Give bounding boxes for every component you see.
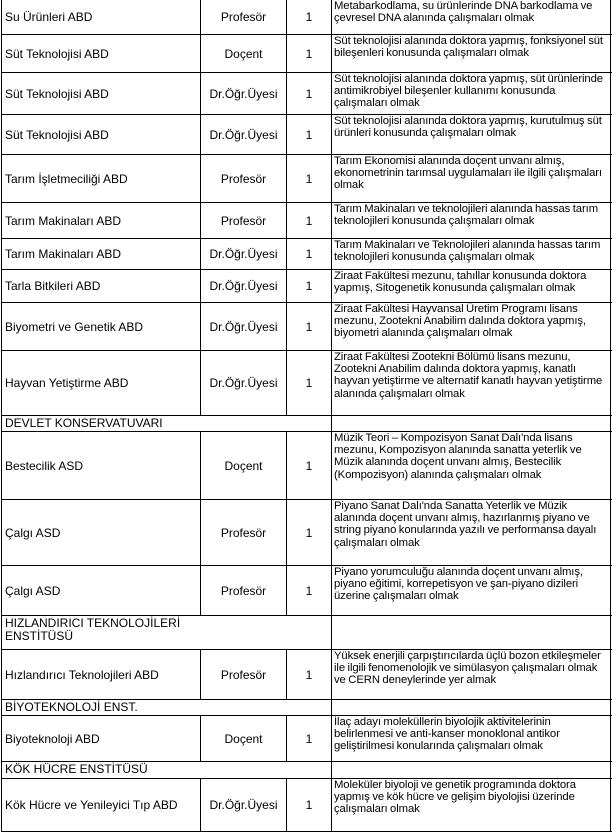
requirement-line: teknolojileri konusunda çalışmaları olmak (334, 251, 535, 264)
position-count: 1 (305, 127, 313, 142)
requirement-description (331, 155, 611, 202)
position-count-cell (286, 716, 331, 761)
empty-description-cell (331, 616, 611, 649)
requirement-line: yapmış ve kök hücre ve gelişim biyolojisi üzerinde (334, 791, 575, 804)
department-cell (1, 35, 200, 72)
position-count-cell (286, 500, 331, 565)
requirement-description (331, 270, 611, 302)
department-cell (1, 500, 200, 565)
requirement-description (331, 716, 611, 761)
requirement-line: mezunu, Zootekni Anabilim dalında doktora yapmış, (334, 315, 586, 328)
requirement-line: ve CERN deneylerinde yer almak (334, 674, 497, 687)
requirement-line: Tarım Makinaları ve teknolojileri alanında hassas tarım (334, 203, 598, 215)
section-title (2, 762, 331, 776)
requirement-line: Ziraat Fakültesi mezunu, tahıllar konusunda doktora (334, 270, 587, 282)
position-count: 1 (305, 458, 313, 473)
academic-title: Profesör (220, 583, 267, 598)
department-name: Süt Teknolojisi ABD (5, 46, 109, 61)
requirement-line: mezunu, Kompozisyon alanında sanatta yeterlik ve (334, 444, 582, 457)
department-name: Çalgı ASD (5, 525, 61, 540)
section-title-cell (1, 616, 331, 649)
academic-title: Dr.Öğr.Üyesi (209, 127, 278, 142)
requirement-line: ürünleri konusunda çalışmaları olmak (334, 127, 517, 140)
position-count-cell (286, 115, 331, 154)
table-row (0, 73, 612, 114)
academic-title: Dr.Öğr.Üyesi (209, 86, 278, 101)
requirement-line: antimikrobiyel bileşenler kullanımı konusunda (334, 85, 556, 98)
table-row (0, 239, 612, 269)
academic-title: Profesör (220, 10, 267, 24)
academic-title-cell (200, 270, 286, 302)
table-row (0, 566, 612, 615)
position-count: 1 (305, 247, 313, 261)
department-cell (1, 432, 200, 499)
position-count: 1 (305, 525, 313, 540)
department-name: Biyometri ve Genetik ABD (5, 319, 144, 334)
department-name: Hızlandırıcı Teknolojileri ABD (5, 667, 159, 682)
requirement-line: Piyano yorumculuğu alanında doçent unvanı almış, (334, 566, 583, 578)
position-count-cell (286, 35, 331, 72)
requirement-line: biyometri alanında çalışmaları olmak (334, 327, 513, 340)
academic-title-cell (200, 0, 286, 34)
requirement-line: çalışmaları olmak (334, 97, 420, 110)
requirement-line: Ziraat Fakültesi Zootekni Bölümü lisans mezunu, (334, 351, 571, 363)
department-name: Bestecilik ASD (5, 458, 84, 473)
table-row (0, 203, 612, 238)
requirement-line: Müzik Teori – Kompozisyon Sanat Dalı'nda lisans (334, 432, 573, 444)
position-count: 1 (305, 319, 313, 334)
academic-title-cell (200, 115, 286, 154)
section-title (2, 416, 331, 430)
position-count-cell (286, 73, 331, 114)
requirement-line: olmak (334, 179, 364, 192)
section-header-row (0, 616, 612, 649)
table-row (0, 270, 612, 302)
academic-title: Profesör (220, 667, 267, 682)
requirement-line: Yüksek enerjili çarpıştırıcılarda üçlü bozon etkileşmeler (334, 650, 601, 662)
table-row (0, 35, 612, 72)
requirement-description (331, 432, 611, 499)
department-name: Tarım Makinaları ABD (5, 213, 122, 228)
department-name: Kök Hücre ve Yenileyici Tıp ABD (5, 798, 178, 812)
academic-title: Dr.Öğr.Üyesi (209, 798, 278, 812)
requirement-line: piyano eğitimi, korrepetisyon ve şan-piyano dizileri (334, 578, 579, 591)
academic-title: Doçent (224, 46, 263, 61)
academic-title: Doçent (224, 731, 263, 746)
department-cell (1, 566, 200, 615)
requirement-line: yapmış, Sitogenetik konusunda çalışmaları olmak (334, 282, 576, 295)
position-count: 1 (305, 171, 313, 186)
requirement-description (331, 35, 611, 72)
section-header-row (0, 762, 612, 778)
requirement-line: ekonometrinin tarımsal uygulamaları ile ilgili çalışmaları (334, 167, 602, 180)
requirement-line: ile ilgili fenomenolojik ve simülasyon çalışmaları olmak (334, 662, 598, 675)
position-count-cell (286, 155, 331, 202)
academic-title: Profesör (220, 171, 267, 186)
position-count: 1 (305, 798, 313, 812)
table-row (0, 115, 612, 154)
requirement-line: alanında çalışmaları olmak (334, 387, 465, 400)
empty-description-cell (331, 416, 611, 431)
department-cell (1, 239, 200, 269)
section-title (2, 700, 331, 714)
section-title-line: ENSTİTÜSÜ (5, 628, 74, 643)
position-count-cell (286, 351, 331, 415)
requirement-line: alanında doçent unvanı almış, hazırlanmış piyano ve (334, 512, 590, 525)
table-row (0, 155, 612, 202)
requirement-description (331, 115, 611, 154)
department-name: Su Ürünleri ABD (5, 10, 93, 24)
academic-title-cell (200, 73, 286, 114)
academic-title-cell (200, 239, 286, 269)
department-cell (1, 303, 200, 350)
requirement-description (331, 779, 611, 831)
department-cell (1, 203, 200, 238)
academic-title: Profesör (220, 213, 267, 228)
academic-title-cell (200, 155, 286, 202)
requirement-description (331, 650, 611, 699)
requirement-line: hayvan yetiştirme ve alternatif kanatlı hayvan yetiştirme (334, 375, 603, 388)
requirement-line: Müzik alanında doçent unvanı almış, Bestecilik (334, 456, 562, 469)
table-row (0, 779, 612, 831)
academic-title-cell (200, 432, 286, 499)
requirement-description (331, 303, 611, 350)
requirement-line: Süt teknolojisi alanında doktora yapmış, fonksiyonel süt (334, 35, 603, 47)
requirement-line: Süt teknolojisi alanında doktora yapmış, kurutulmuş süt (334, 115, 602, 127)
section-header-row (0, 700, 612, 715)
department-cell (1, 73, 200, 114)
requirement-line: Süt teknolojisi alanında doktora yapmış, süt ürünlerinde (334, 73, 603, 85)
department-cell (1, 351, 200, 415)
department-name: Süt Teknolojisi ABD (5, 86, 109, 101)
position-count: 1 (305, 279, 313, 293)
table-row (0, 0, 612, 34)
position-count-cell (286, 650, 331, 699)
department-cell (1, 716, 200, 761)
section-title-cell (1, 700, 331, 715)
department-name: Hayvan Yetiştirme ABD (5, 376, 129, 390)
table-row (0, 351, 612, 415)
department-name: Tarım Makinaları ABD (5, 247, 122, 261)
department-name: Çalgı ASD (5, 583, 61, 598)
requirement-line: belirlenmesi ve anti-kanser monoklonal antikor (334, 728, 560, 741)
requirement-line: bileşenleri konusunda çalışmaları olmak (334, 47, 529, 60)
empty-description-cell (331, 700, 611, 715)
requirement-line: (Kompozisyon) alanında çalışmaları olmak (334, 468, 542, 481)
department-name: Tarım İşletmeciliği ABD (5, 171, 128, 186)
requirement-line: teknolojileri konusunda çalışmaları olmak (334, 215, 535, 228)
position-count: 1 (305, 10, 313, 24)
requirement-line: İlaç adayı moleküllerin biyolojik aktivitelerinin (334, 716, 551, 728)
academic-title-cell (200, 203, 286, 238)
requirement-line: çevresel DNA alanında çalışmaları olmak (334, 12, 535, 25)
academic-title: Dr.Öğr.Üyesi (209, 376, 278, 390)
academic-title-cell (200, 500, 286, 565)
requirement-line: Moleküler biyoloji ve genetik programında doktora (334, 779, 576, 791)
position-count-cell (286, 270, 331, 302)
academic-title: Doçent (224, 458, 263, 473)
position-count: 1 (305, 46, 313, 61)
department-cell (1, 270, 200, 302)
table-row (0, 432, 612, 499)
academic-title: Dr.Öğr.Üyesi (209, 279, 278, 293)
position-count: 1 (305, 376, 313, 390)
academic-title: Dr.Öğr.Üyesi (209, 247, 278, 261)
position-count-cell (286, 0, 331, 34)
position-count: 1 (305, 213, 313, 228)
requirement-description (331, 351, 611, 415)
section-title-line: HIZLANDIRICI TEKNOLOJİLERİ (5, 616, 181, 630)
empty-description-cell (331, 762, 611, 778)
department-name: Süt Teknolojisi ABD (5, 127, 109, 142)
position-count-cell (286, 203, 331, 238)
requirement-line: Tarım Makinaları ve Teknolojileri alanında hassas tarım (334, 239, 601, 251)
table-row (0, 303, 612, 350)
academic-title-cell (200, 716, 286, 761)
position-count: 1 (305, 731, 313, 746)
table-row (0, 500, 612, 565)
section-title-cell (1, 416, 331, 431)
academic-title-cell (200, 351, 286, 415)
section-title-line: DEVLET KONSERVATUVARI (5, 416, 163, 430)
requirement-description (331, 0, 611, 34)
position-count-cell (286, 566, 331, 615)
department-cell (1, 115, 200, 154)
department-name: Tarla Bitkileri ABD (5, 279, 101, 293)
requirement-line: Tarım Ekonomisi alanında doçent unvanı almış, (334, 155, 565, 167)
requirement-description (331, 73, 611, 114)
academic-title-cell (200, 35, 286, 72)
requirement-line: string piyano konularında yazılı ve performansa dayalı (334, 524, 597, 537)
position-count: 1 (305, 86, 313, 101)
requirement-line: geliştirilmesi konularında çalışmaları olmak (334, 740, 543, 753)
department-cell (1, 155, 200, 202)
section-title-line: BİYOTEKNOLOJİ ENST. (5, 700, 138, 714)
department-cell (1, 0, 200, 34)
requirement-line: Metabarkodlama, su ürünlerinde DNA barkodlama ve (334, 0, 593, 12)
section-title-line: KÖK HÜCRE ENSTİTÜSÜ (5, 762, 148, 776)
requirement-description (331, 566, 611, 615)
position-count-cell (286, 303, 331, 350)
academic-title: Profesör (220, 525, 267, 540)
section-title (2, 616, 331, 642)
table-row (0, 716, 612, 761)
academic-title-cell (200, 566, 286, 615)
academic-title-cell (200, 779, 286, 831)
requirement-description (331, 239, 611, 269)
position-count: 1 (305, 583, 313, 598)
position-count: 1 (305, 667, 313, 682)
academic-title: Dr.Öğr.Üyesi (209, 319, 278, 334)
position-count-cell (286, 432, 331, 499)
requirement-description (331, 500, 611, 565)
position-count-cell (286, 779, 331, 831)
requirement-line: Zootekni Anabilim dalında doktora yapmış, kanatlı (334, 363, 576, 376)
section-header-row (0, 416, 612, 431)
department-cell (1, 650, 200, 699)
requirement-line: çalışmaları olmak (334, 536, 420, 549)
position-count-cell (286, 239, 331, 269)
requirement-line: çalışmaları olmak (334, 803, 420, 816)
department-cell (1, 779, 200, 831)
requirement-description (331, 203, 611, 238)
requirement-line: Ziraat Fakültesi Hayvansal Üretim Programı lisans (334, 303, 578, 315)
requirement-line: üzerine çalışmaları olmak (334, 590, 459, 603)
requirement-line: Piyano Sanat Dalı'nda Sanatta Yeterlik ve Müzik (334, 500, 568, 512)
department-name: Biyoteknoloji ABD (5, 731, 100, 746)
academic-title-cell (200, 650, 286, 699)
table-row (0, 650, 612, 699)
section-title-cell (1, 762, 331, 778)
academic-title-cell (200, 303, 286, 350)
